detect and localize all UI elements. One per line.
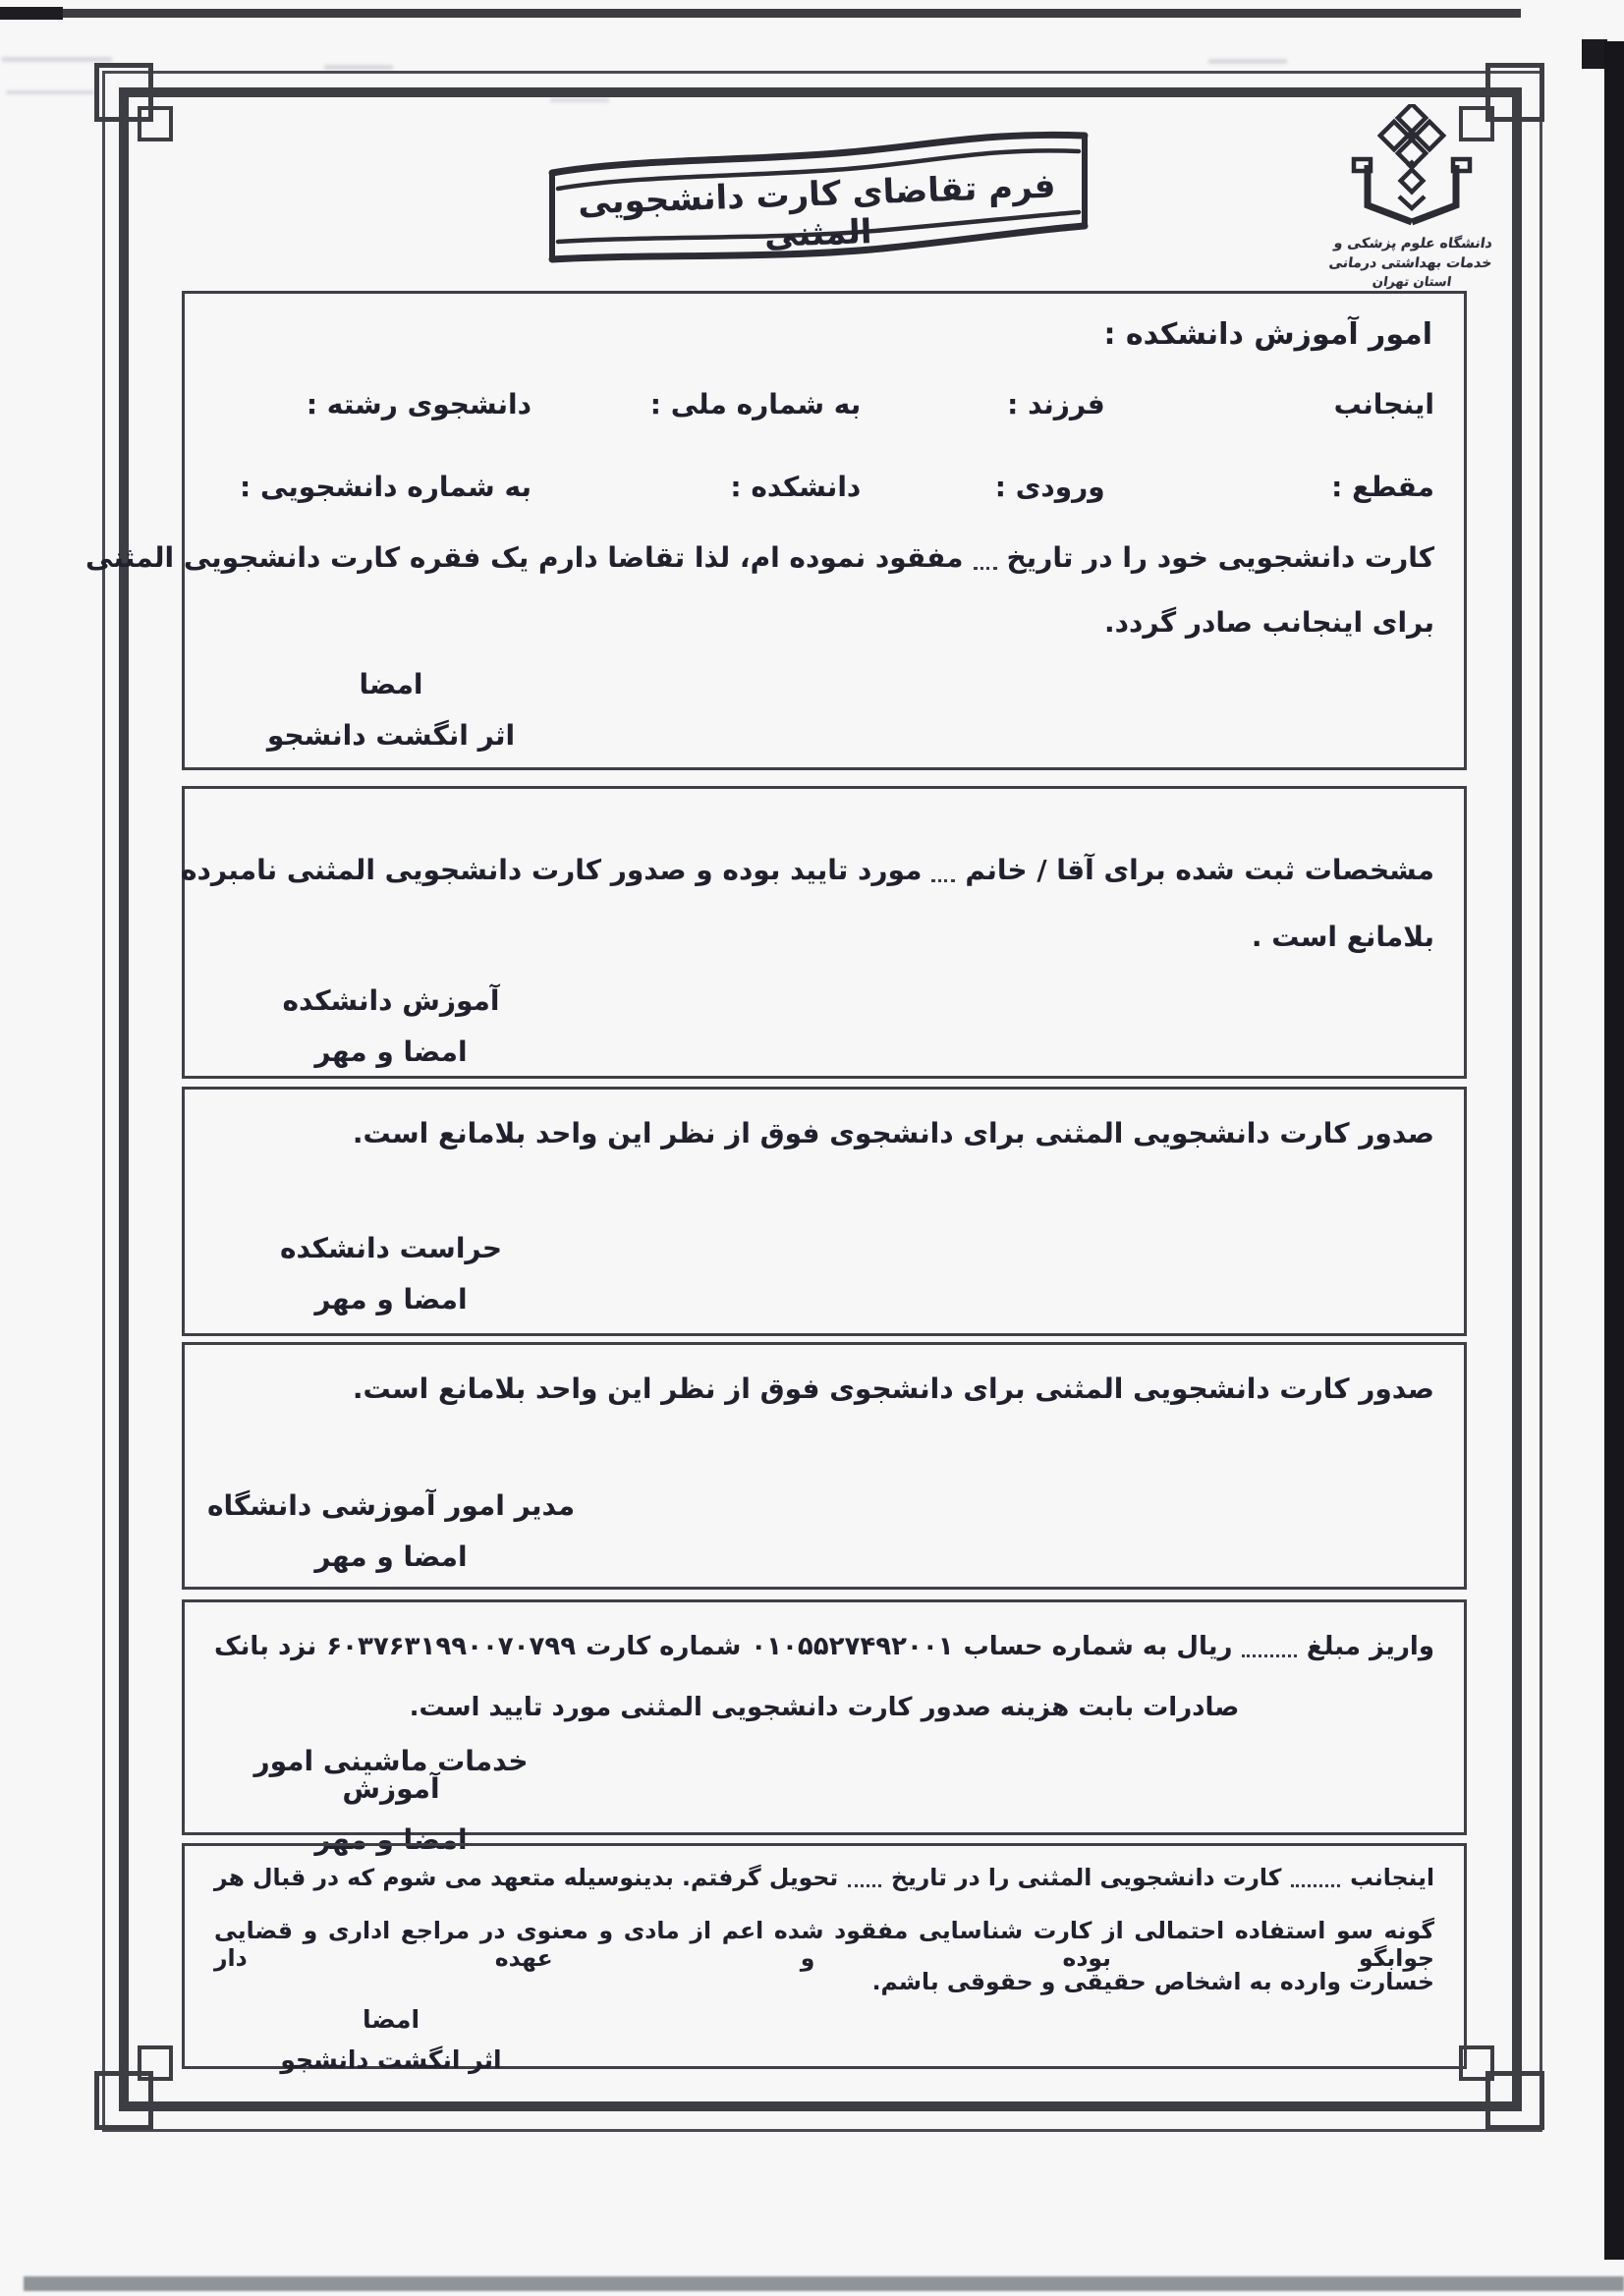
dotted-fill-date: [848, 1880, 881, 1887]
signature-block-education: [204, 984, 578, 1068]
scan-artifact-smudge: [6, 90, 94, 94]
frame-corner-ornament: [138, 2045, 173, 2081]
logo-caption-line2: استان تهران: [1371, 275, 1453, 290]
scan-artifact-top-line: [0, 9, 1521, 18]
payment-seg3: شماره کارت: [586, 1632, 742, 1661]
dotted-fill-name: [1291, 1880, 1340, 1887]
university-emblem-icon: [1328, 104, 1495, 234]
director-statement: صدور کارت دانشجویی المثنی برای دانشجوی فوق از نظر این واحد بلامانع است.: [352, 1372, 1434, 1405]
account-number: ۰۱۰۵۵۲۷۴۹۲۰۰۱: [751, 1632, 954, 1661]
scan-artifact-top-dark: [0, 7, 63, 20]
signature-block-director: [204, 1489, 578, 1573]
confirmation-left: مورد تایید بوده و صدور کارت دانشجویی المثنی نامبرده: [180, 854, 923, 886]
frame-corner-ornament: [138, 106, 173, 141]
scan-artifact-smudge: [1208, 59, 1287, 64]
field-label-major: دانشجوی رشته :: [306, 388, 532, 420]
scan-artifact-bottom-bar: [24, 2276, 1624, 2291]
title-banner: [542, 110, 1092, 279]
field-label-student-number: به شماره دانشجویی :: [240, 471, 532, 503]
lost-statement-line: [85, 541, 1434, 574]
logo-caption-line1: دانشگاه علوم پزشکی و خدمات بهداشتی درمانی: [1327, 236, 1493, 271]
receipt-seg1: اینجانب: [1350, 1864, 1434, 1891]
section-director-box: [182, 1342, 1467, 1590]
scan-artifact-right-bar: [1604, 41, 1624, 2260]
signer-title: خدمات ماشینی امور آموزش: [253, 1745, 529, 1805]
section-payment-box: [182, 1599, 1467, 1856]
payment-seg4: نزد بانک: [214, 1632, 317, 1661]
receipt-line2: گونه سو استفاده احتمالی از کارت شناسایی مفقود شده اعم از مادی و معنوی در مراجع اداری و قضایی جوابگو بوده و عهده دار: [214, 1917, 1434, 1972]
field-label-applicant: اینجانب: [1333, 388, 1434, 420]
receipt-seg2: کارت دانشجویی المثنی را در تاریخ: [891, 1864, 1282, 1891]
field-label-entry-year: ورودی :: [994, 471, 1105, 503]
receipt-seg3: تحویل گرفتم. بدینوسیله متعهد می شوم که در قبال هر: [214, 1864, 839, 1891]
logo-block: [1318, 104, 1505, 291]
signer-title: حراست دانشکده: [279, 1232, 503, 1264]
scan-artifact-smudge: [2, 57, 112, 62]
section-confirmation-box: [182, 786, 1467, 1079]
section-receipt-box: [182, 1843, 1467, 2074]
receipt-line3: خسارت وارده به اشخاص حقیقی و حقوقی باشم.: [871, 1968, 1434, 1995]
field-label-faculty: دانشکده :: [730, 471, 862, 503]
field-label-degree: مقطع :: [1331, 471, 1434, 503]
sign-and-seal-label: امضا و مهر: [314, 1540, 468, 1573]
sign-and-seal-label: امضا و مهر: [314, 1283, 468, 1316]
field-label-national-id: به شماره ملی :: [649, 388, 862, 420]
statement-line2: برای اینجانب صادر گردد.: [1104, 606, 1434, 639]
dotted-fill-name: [931, 875, 955, 882]
signature-label: امضا: [362, 2005, 420, 2034]
card-number: ۶۰۳۷۶۳۱۹۹۰۰۷۰۷۹۹: [326, 1632, 577, 1661]
section-education-header: امور آموزش دانشکده :: [1103, 317, 1432, 352]
dotted-fill-date: [974, 563, 997, 570]
dotted-fill-amount: [1242, 1651, 1296, 1657]
section-security-box: [182, 1087, 1467, 1336]
confirmation-line2: بلامانع است .: [1251, 921, 1434, 953]
signature-block-security: [204, 1232, 578, 1316]
signature-block-machine-services: [204, 1745, 578, 1856]
payment-seg1: واریز مبلغ: [1306, 1632, 1434, 1661]
signature-block-student-receipt: [204, 2007, 578, 2072]
frame-corner-ornament: [1485, 2071, 1544, 2130]
signer-title: مدیر امور آموزشی دانشگاه: [206, 1489, 576, 1522]
statement-left: مفقود نموده ام، لذا تقاضا دارم یک فقره کارت دانشجویی المثنی: [85, 541, 964, 574]
payment-line2: صادرات بابت هزینه صدور کارت دانشجویی المثنی مورد تایید است.: [409, 1693, 1240, 1722]
fingerprint-label: اثر انگشت دانشجو: [280, 2045, 502, 2074]
sign-and-seal-label: امضا و مهر: [314, 1823, 468, 1856]
payment-line: [214, 1632, 1434, 1661]
receipt-line1: [214, 1864, 1434, 1891]
statement-right: کارت دانشجویی خود را در تاریخ: [1006, 541, 1434, 574]
scan-artifact-smudge: [324, 65, 393, 70]
section-education-box: [85, 291, 1467, 770]
confirmation-right: مشخصات ثبت شده برای آقا / خانم: [965, 854, 1434, 886]
fields-row-1: [214, 388, 1434, 420]
form-title: فرم تقاضای کارت دانشجویی المثنی: [577, 166, 1057, 255]
security-statement: صدور کارت دانشجویی المثنی برای دانشجوی فوق از نظر این واحد بلامانع است.: [352, 1117, 1434, 1149]
payment-seg2: ریال به شماره حساب: [963, 1632, 1233, 1661]
signer-title: آموزش دانشکده: [282, 984, 500, 1017]
confirmation-line: [180, 854, 1434, 886]
fingerprint-label: اثر انگشت دانشجو: [266, 719, 516, 752]
sign-and-seal-label: امضا و مهر: [314, 1036, 468, 1068]
fields-row-2: [214, 471, 1434, 503]
signature-label: امضا: [359, 668, 423, 700]
field-label-father: فرزند :: [1007, 388, 1105, 420]
signature-block-student: [204, 668, 578, 752]
